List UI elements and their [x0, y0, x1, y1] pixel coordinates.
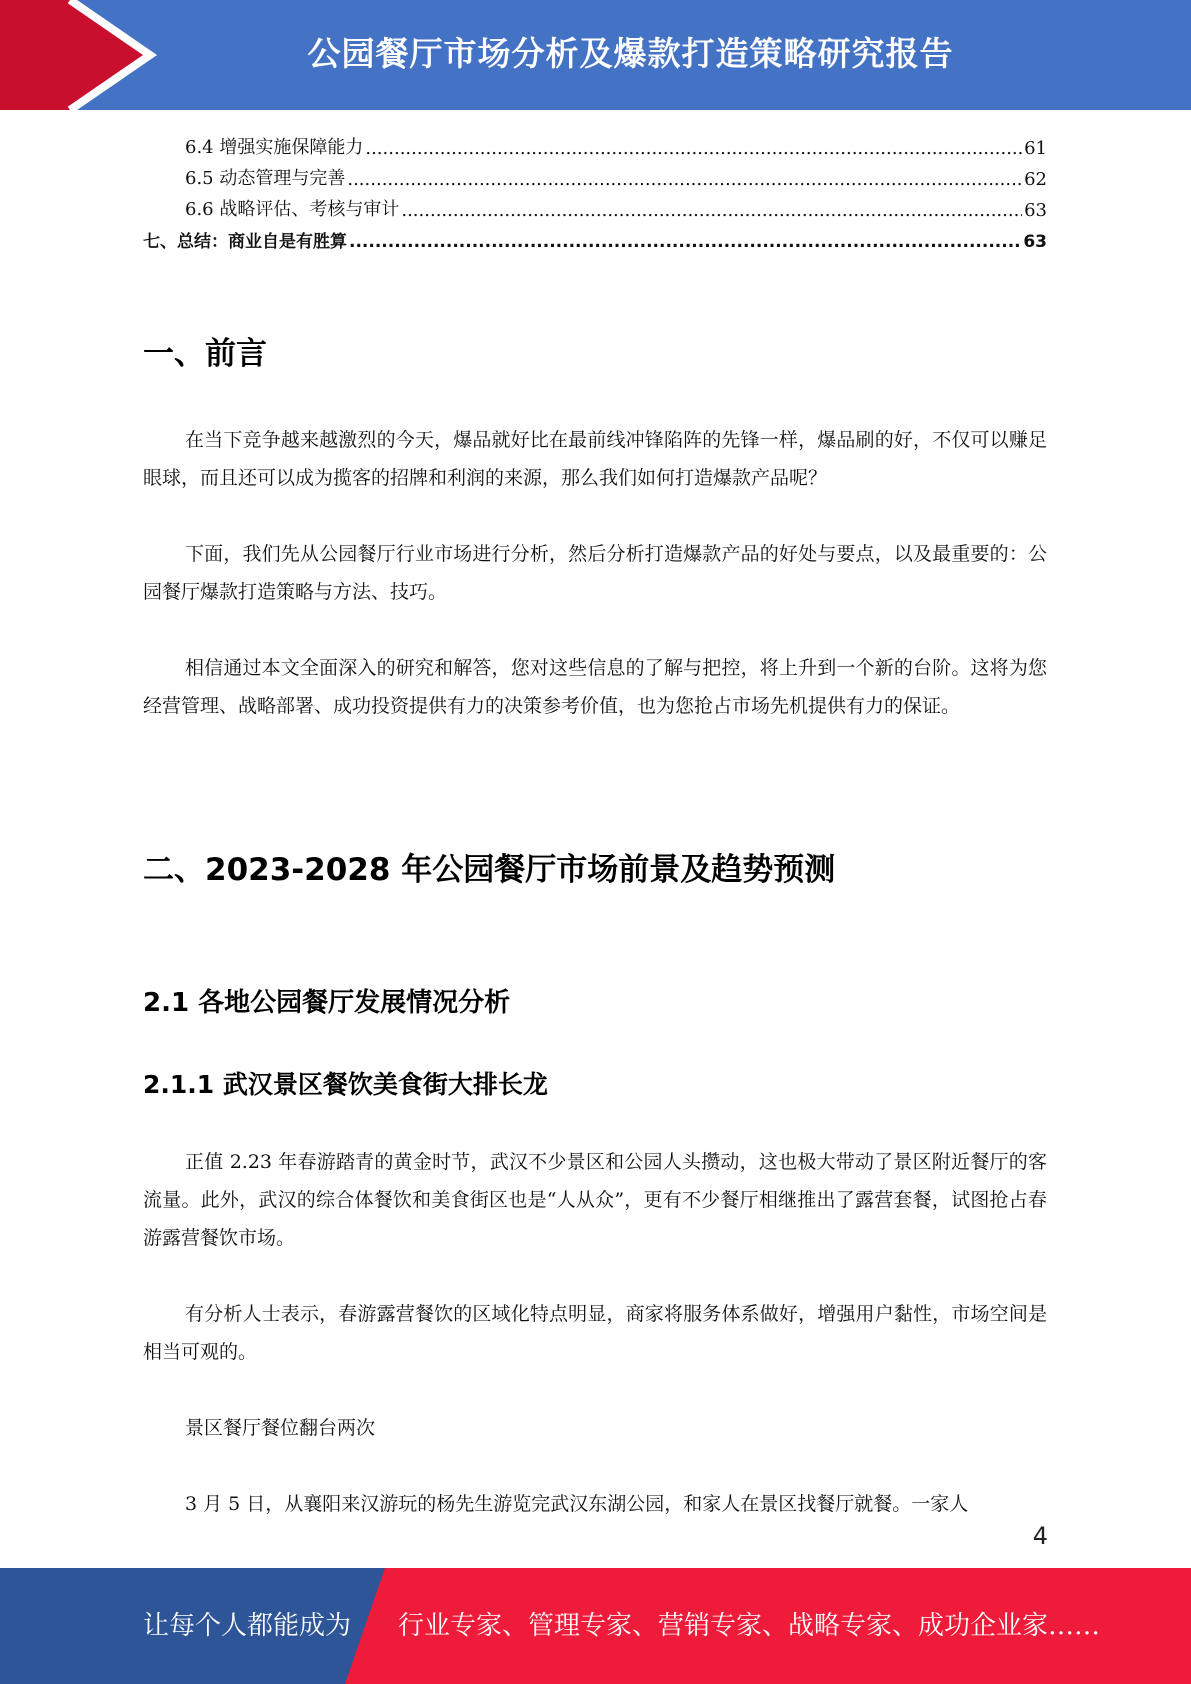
toc-entry[interactable]: [143, 221, 1047, 252]
toc-entry-label: 6.6 战略评估、考核与审计: [185, 199, 400, 220]
page-header: [0, 0, 1191, 110]
section-heading-preface: 一、前言: [143, 336, 267, 372]
toc-entry-page: 62: [1024, 169, 1047, 190]
subsubsection-heading: 2.1.1 武汉景区餐饮美食街大排长龙: [143, 1070, 548, 1099]
toc-leader-dots: [347, 169, 1022, 190]
footer-slogan-left: 让每个人都能成为: [143, 1611, 352, 1641]
table-of-contents: [143, 128, 1047, 252]
header-title: 公园餐厅市场分析及爆款打造策略研究报告: [307, 34, 954, 73]
toc-entry-page: 63: [1023, 232, 1047, 252]
toc-entry[interactable]: [143, 190, 1047, 221]
subsection-heading: 2.1 各地公园餐厅发展情况分析: [143, 988, 511, 1018]
section-heading-market-outlook: 二、2023-2028 年公园餐厅市场前景及趋势预测: [143, 852, 836, 888]
toc-entry-label: 七、总结：商业自是有胜算: [143, 232, 347, 252]
body-paragraph: 有分析人士表示，春游露营餐饮的区域化特点明显，商家将服务体系做好，增强用户黏性，市场空间是相当可观的。: [143, 1303, 1047, 1363]
toc-entry[interactable]: [143, 128, 1047, 159]
body-paragraph: 景区餐厅餐位翻台两次: [185, 1417, 376, 1439]
body-paragraph: 下面，我们先从公园餐厅行业市场进行分析，然后分析打造爆款产品的好处与要点，以及最重要的：公园餐厅爆款打造策略与方法、技巧。: [143, 543, 1047, 603]
page-footer: [0, 1568, 1191, 1684]
footer-slogan-right: 行业专家、管理专家、营销专家、战略专家、成功企业家……: [398, 1611, 1101, 1641]
toc-entry-page: 61: [1024, 138, 1047, 159]
body-paragraph: 在当下竞争越来越激烈的今天，爆品就好比在最前线冲锋陷阵的先锋一样，爆品刷的好，不仅可以赚足眼球，而且还可以成为揽客的招牌和利润的来源，那么我们如何打造爆款产品呢？: [143, 429, 1047, 489]
toc-leader-dots: [401, 200, 1022, 221]
body-paragraph: 3 月 5 日，从襄阳来汉游玩的杨先生游览完武汉东湖公园，和家人在景区找餐厅就餐。一家人: [185, 1493, 969, 1515]
toc-entry-label: 6.4 增强实施保障能力: [185, 137, 364, 158]
toc-entry[interactable]: [143, 159, 1047, 190]
body-paragraph: 相信通过本文全面深入的研究和解答，您对这些信息的了解与把控，将上升到一个新的台阶。这将为您经营管理、战略部署、成功投资提供有力的决策参考价值，也为您抢占市场先机提供有力的保证。: [143, 657, 1047, 717]
toc-leader-dots: [365, 138, 1022, 159]
body-paragraph: 正值 2.23 年春游踏青的黄金时节，武汉不少景区和公园人头攒动，这也极大带动了景区附近餐厅的客流量。此外，武汉的综合体餐饮和美食街区也是“人从众”，更有不少餐厅相继推出了露营套餐，试图抢占春游露营餐饮市场。: [143, 1151, 1047, 1249]
toc-entry-label: 6.5 动态管理与完善: [185, 168, 346, 189]
toc-entry-page: 63: [1024, 200, 1047, 221]
toc-leader-dots: [349, 232, 1021, 252]
page-number: 4: [1032, 1522, 1048, 1550]
